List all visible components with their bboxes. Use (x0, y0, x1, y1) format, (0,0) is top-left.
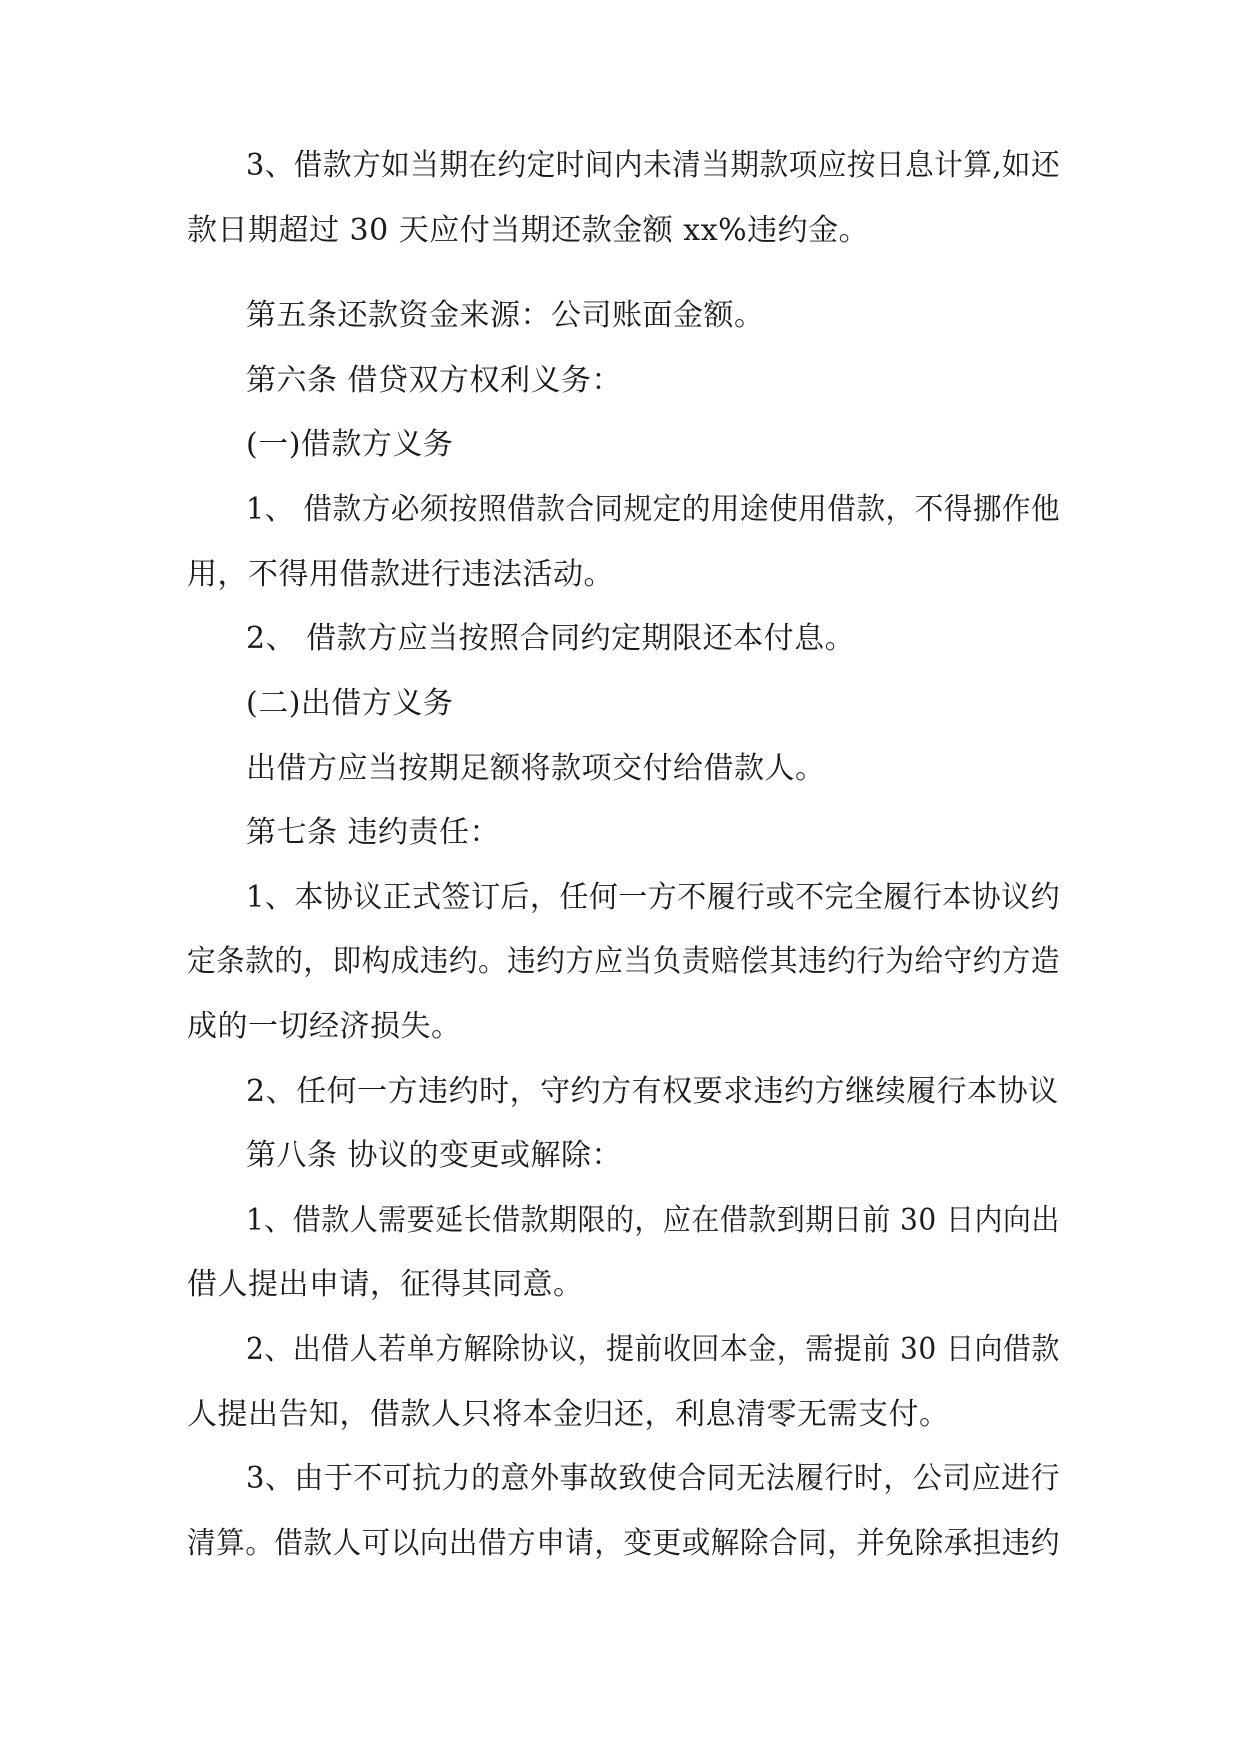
text-line: (一)借款方义务 (246, 427, 454, 462)
text-line: 2、 借款方应当按照合同约定期限还本付息。 (246, 621, 856, 656)
text-line: 3、由于不可抗力的意外事故致使合同无法履行时，公司应进行 (246, 1461, 1061, 1496)
text-line: 第七条 违约责任： (246, 815, 501, 850)
text-line: 第六条 借贷双方权利义务： (246, 363, 623, 398)
text-line: 1、借款人需要延长借款期限的，应在借款到期日前 30 日内向出 (246, 1203, 1060, 1238)
text-line: 第五条还款资金来源：公司账面金额。 (246, 298, 765, 333)
text-line: 成的一切经济损失。 (187, 1009, 462, 1044)
text-line: 人提出告知，借款人只将本金归还，利息清零无需支付。 (187, 1397, 950, 1432)
text-line: 2、任何一方违约时，守约方有权要求违约方继续履行本协议 (246, 1074, 1059, 1109)
text-line: 出借方应当按期足额将款项交付给借款人。 (246, 751, 826, 786)
text-line: 2、出借人若单方解除协议，提前收回本金，需提前 30 日向借款 (246, 1332, 1060, 1367)
text-line: 清算。借款人可以向出借方申请，变更或解除合同，并免除承担违约 (187, 1526, 1061, 1561)
text-line: 1、 借款方必须按照借款合同规定的用途使用借款，不得挪作他 (246, 492, 1061, 527)
text-line: 3、借款方如当期在约定时间内未清当期款项应按日息计算,如还 (246, 148, 1061, 183)
text-line: 用，不得用借款进行违法活动。 (187, 557, 614, 592)
text-line: (二)出借方义务 (246, 686, 454, 721)
text-line: 1、本协议正式签订后，任何一方不履行或不完全履行本协议约 (246, 880, 1061, 915)
text-line: 定条款的，即构成违约。违约方应当负责赔偿其违约行为给守约方造 (187, 944, 1061, 979)
text-line: 款日期超过 30 天应付当期还款金额 xx%违约金。 (187, 213, 870, 248)
text-line: 第八条 协议的变更或解除： (246, 1138, 623, 1173)
text-line: 借人提出申请，征得其同意。 (187, 1267, 584, 1302)
